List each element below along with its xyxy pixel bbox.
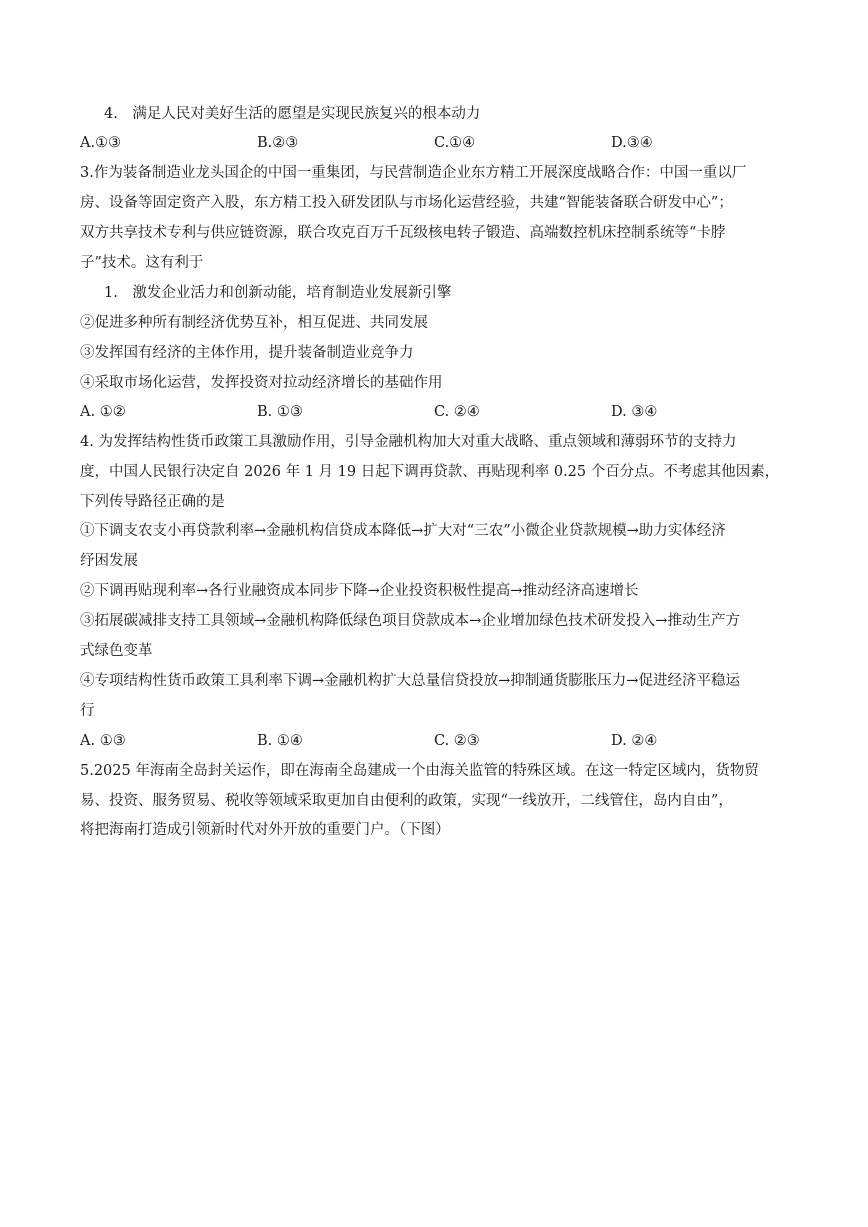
q3-option-c: C. ②④ (434, 404, 480, 420)
q2-option-c: C.①④ (434, 135, 476, 151)
q3-stem-line: 子”技术。这有利于 (80, 255, 204, 271)
q5-stem-line: 5.2025 年海南全岛封关运作，即在海南全岛建成一个由海关监管的特殊区域。在这一特定区域内，货物贸 (80, 763, 759, 779)
q4-item-3-cont: 式绿色变革 (80, 643, 153, 659)
q4-item-4-cont: 行 (80, 703, 95, 719)
q3-option-b: B. ①③ (257, 404, 303, 420)
q4-stem-line: 下列传导路径正确的是 (80, 494, 225, 510)
q3-item-3: ③发挥国有经济的主体作用，提升装备制造业竞争力 (80, 345, 414, 361)
q3-item-4: ④采取市场化运营，发挥投资对拉动经济增长的基础作用 (80, 375, 443, 391)
q3-item-2: ②促进多种所有制经济优势互补，相互促进、共同发展 (80, 315, 428, 331)
q4-item-1: ①下调支农支小再贷款利率→金融机构信贷成本降低→扩大对“三农”小微企业贷款规模→助力实体经济 (80, 523, 726, 539)
q3-options (80, 402, 788, 422)
q3-stem-line: 双方共享技术专利与供应链资源，联合攻克百万千瓦级核电转子锻造、高端数控机床控制系统等“卡脖 (80, 225, 726, 241)
q2-option-d: D.③④ (611, 135, 653, 151)
q4-item-3: ③拓展碳减排支持工具领域→金融机构降低绿色项目贷款成本→企业增加绿色技术研发投入→推动生产方 (80, 613, 740, 629)
q4-option-c: C. ②③ (434, 733, 480, 749)
q3-stem-line: 房、设备等固定资产入股，东方精工投入研发团队与市场化运营经验，共建“智能装备联合研发中心”； (80, 195, 733, 211)
q3-stem-line: 3.作为装备制造业龙头国企的中国一重集团，与民营制造企业东方精工开展深度战略合作：中国一重以厂 (80, 165, 747, 181)
q4-item-1-cont: 纾困发展 (80, 553, 138, 569)
q5-stem-line: 将把海南打造成引领新时代对外开放的重要门户。（下图） (80, 822, 450, 838)
q2-item-4: 4. 满足人民对美好生活的愿望是实现民族复兴的根本动力 (104, 106, 481, 122)
q2-option-b: B.②③ (257, 135, 299, 151)
q4-option-b: B. ①④ (257, 733, 303, 749)
q4-option-d: D. ②④ (611, 733, 658, 749)
q2-options (80, 133, 788, 153)
q3-option-d: D. ③④ (611, 404, 658, 420)
q4-option-a: A. ①③ (80, 733, 126, 749)
q3-option-a: A. ①② (80, 404, 126, 420)
q4-stem-line: 4. 为发挥结构性货币政策工具激励作用，引导金融机构加大对重大战略、重点领域和薄弱环节的支持力 (80, 434, 737, 450)
q3-item-1: 1. 激发企业活力和创新动能，培育制造业发展新引擎 (104, 285, 452, 301)
q2-option-a: A.①③ (80, 135, 122, 151)
q5-stem-line: 易、投资、服务贸易、税收等领域采取更加自由便利的政策，实现“一线放开，二线管住，岛内自由”， (80, 793, 733, 809)
q4-item-4: ④专项结构性货币政策工具利率下调→金融机构扩大总量信贷投放→抑制通货膨胀压力→促进经济平稳运 (80, 673, 740, 689)
q4-stem-line: 度，中国人民银行决定自 2026 年 1 月 19 日起下调再贷款、再贴现利率 0.25 个百分点。不考虑其他因素， (80, 464, 780, 480)
q4-item-2: ②下调再贴现利率→各行业融资成本同步下降→企业投资积极性提高→推动经济高速增长 (80, 583, 639, 599)
q4-options (80, 731, 788, 751)
